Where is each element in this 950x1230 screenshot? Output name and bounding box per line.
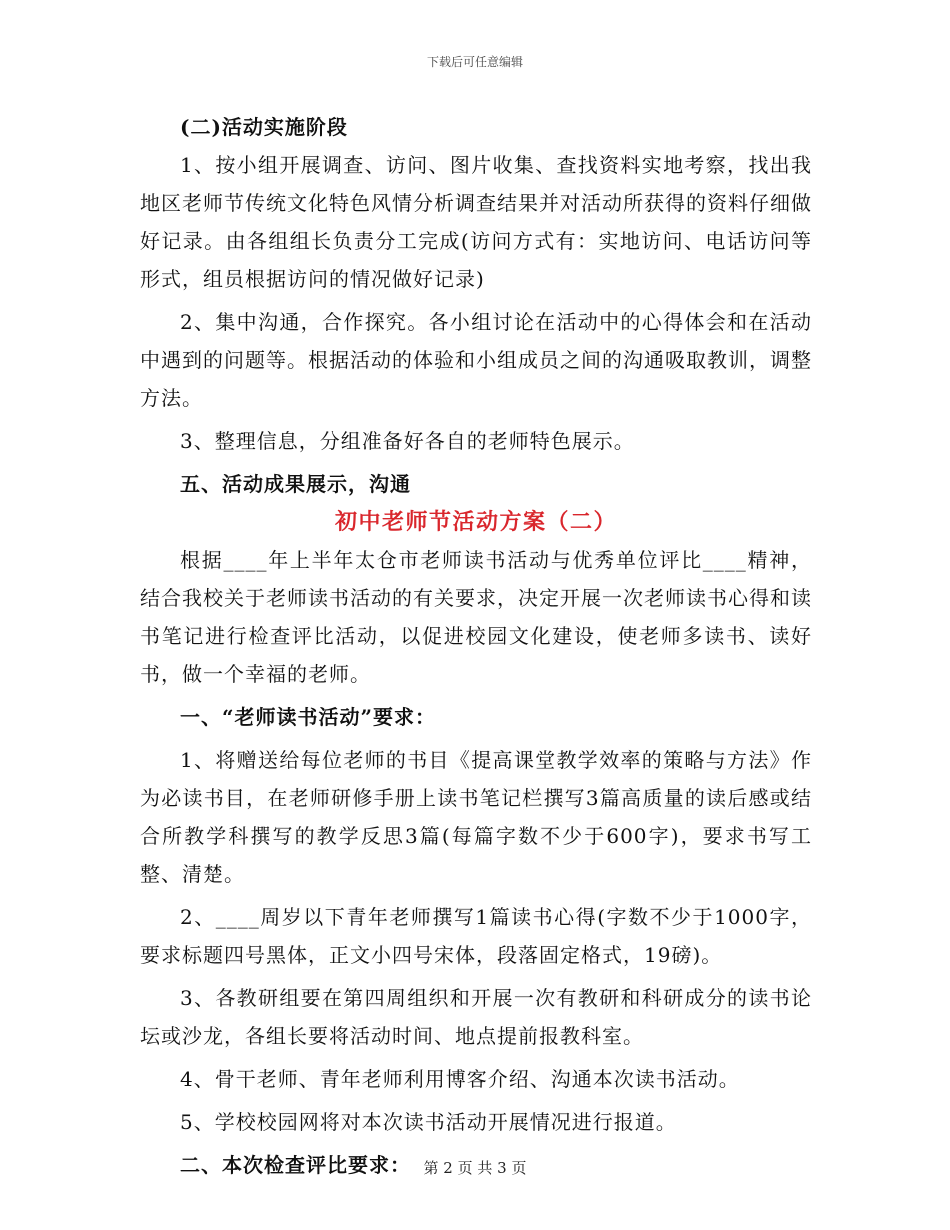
part1-item-5: 5、学校校园网将对本次读书活动开展情况进行报道。 [180,1110,677,1134]
section-heading-results: 五、活动成果展示，沟通 [180,472,411,496]
intro-paragraph: 根据____年上半年太仓市老师读书活动与优秀单位评比____精神，结合我校关于老师读书活动的有关要求，决定开展一次老师读书心得和读书笔记进行检查评比活动，以促进校园文化建设，使老师多读书、读好书，做一个幸福的老师。 [140,548,812,686]
paragraph-step-3: 3、整理信息，分组准备好各自的老师特色展示。 [180,429,635,453]
part1-item-1: 1、将赠送给每位老师的书目《提高课堂教学效率的策略与方法》作为必读书目，在老师研修手册上读书笔记栏撰写3篇高质量的读后感或结合所教学科撰写的教学反思3篇(每篇字数不少于600字)，要求书写工整、清楚。 [140,748,812,886]
page-footer: 第 2 页 共 3 页 [423,1159,527,1177]
paragraph-step-2: 2、集中沟通，合作探究。各小组讨论在活动中的心得体会和在活动中遇到的问题等。根据活动的体验和小组成员之间的沟通吸取教训，调整方法。 [140,310,812,410]
part1-item-4: 4、骨干老师、青年老师利用博客介绍、沟通本次读书活动。 [180,1067,740,1091]
document-body [140,108,812,1184]
section-heading-implementation: (二)活动实施阶段 [180,115,348,139]
part2-heading: 二、本次检查评比要求： [180,1153,411,1177]
part1-item-2: 2、____周岁以下青年老师撰写1篇读书心得(字数不少于1000字，要求标题四号黑体，正文小四号宋体，段落固定格式，19磅)。 [140,905,812,967]
part1-item-3: 3、各教研组要在第四周组织和开展一次有教研和科研成分的读书论坛或沙龙，各组长要将活动时间、地点提前报教科室。 [140,986,812,1048]
page-header: 下载后可任意编辑 [426,55,523,69]
paragraph-step-1: 1、按小组开展调查、访问、图片收集、查找资料实地考察，找出我地区老师节传统文化特色风情分析调查结果并对活动所获得的资料仔细做好记录。由各组组长负责分工完成(访问方式有：实地访问、电话访问等形式，组员根据访问的情况做好记录) [140,153,812,291]
part1-heading: 一、“老师读书活动”要求： [180,705,437,729]
document-title: 初中老师节活动方案（二） [334,509,617,535]
